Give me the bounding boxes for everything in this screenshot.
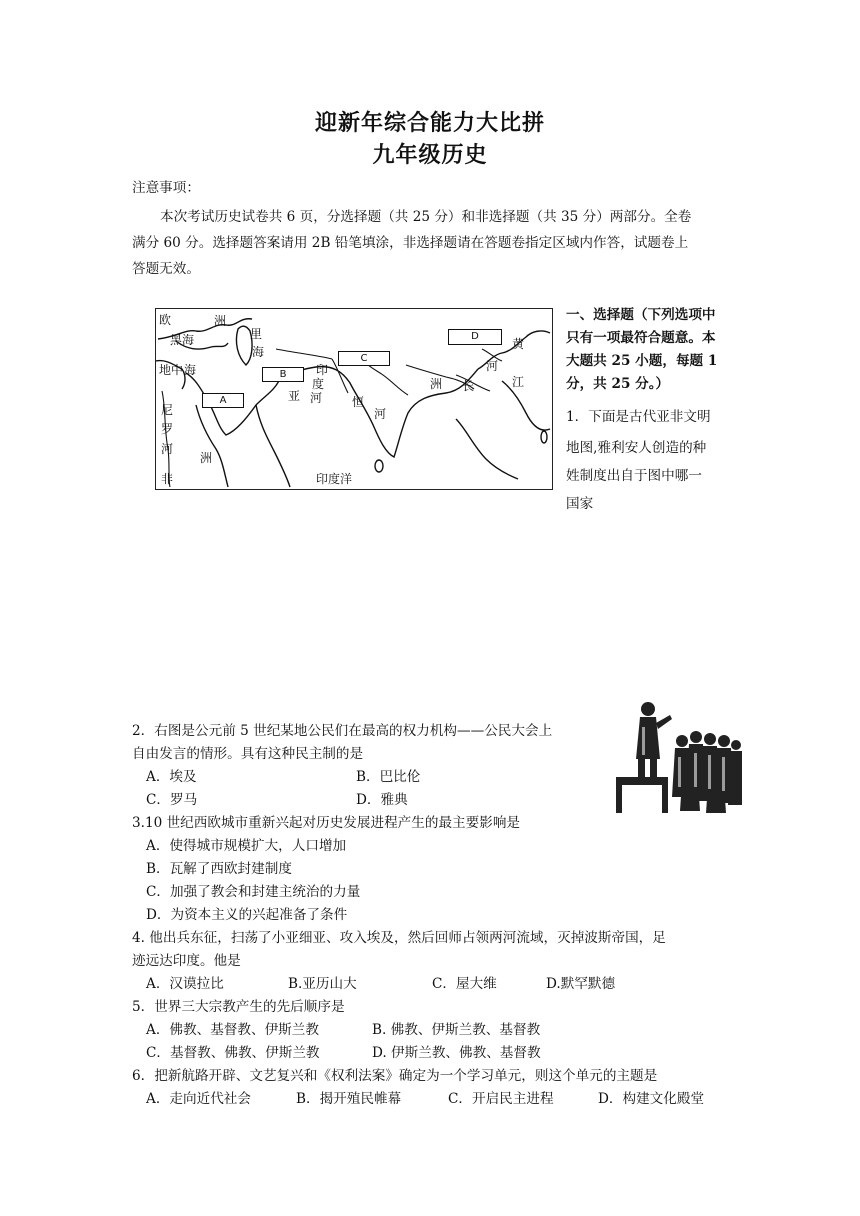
q4-option-c: C．屋大维 <box>432 976 497 992</box>
map-label-nile-3: 河 <box>161 442 174 456</box>
section1-heading-4: 分，共 25 分。） <box>566 376 670 392</box>
assembly-drawing <box>612 697 742 814</box>
map-label-caspian-1: 里 <box>250 327 263 341</box>
map-label-nile-1: 尼 <box>161 403 174 417</box>
page-title: 迎新年综合能力大比拼 <box>314 111 545 136</box>
q6-option-c: C．开启民主进程 <box>448 1091 554 1107</box>
map-label-africa-1: 非 <box>161 472 174 486</box>
map-label-ganges-2: 河 <box>374 407 387 421</box>
q3-option-a: A．使得城市规模扩大，人口增加 <box>146 838 347 854</box>
page-subtitle: 九年级历史 <box>372 143 488 168</box>
map-box-b: B <box>262 367 304 382</box>
map-label-yangtze-1: 江 <box>512 375 525 389</box>
section1-heading-3: 大题共 25 小题，每题 1 <box>566 353 718 369</box>
notice-line-3: 答题无效。 <box>132 261 200 277</box>
map-label-indian-ocean: 印度洋 <box>316 472 353 486</box>
q2-option-c: C．罗马 <box>146 792 198 808</box>
q2-option-b: B．巴比伦 <box>356 769 421 785</box>
map-label-europe-2: 洲 <box>214 314 227 328</box>
map-label-mediterranean-2: 海 <box>184 363 197 377</box>
q5-option-c: C．基督教、佛教、伊斯兰教 <box>146 1045 320 1061</box>
q3-option-b: B．瓦解了西欧封建制度 <box>146 861 292 877</box>
map-label-caspian-2: 海 <box>252 345 265 359</box>
map-label-yellow-2: 河 <box>486 359 499 373</box>
q6-stem: 6．把新航路开辟、文艺复兴和《权利法案》确定为一个学习单元，则这个单元的主题是 <box>132 1068 658 1084</box>
q1-line-2: 地图,雅利安人创造的种 <box>566 440 707 456</box>
q5-option-a: A．佛教、基督教、伊斯兰教 <box>146 1022 319 1038</box>
map-box-c: C <box>338 351 390 366</box>
map-label-indus-1: 印 <box>316 363 329 377</box>
map-box-a: A <box>202 393 244 408</box>
map-label-africa-2: 洲 <box>200 451 213 465</box>
q3-option-c: C．加强了教会和封建主统治的力量 <box>146 884 361 900</box>
section1-heading-2: 只有一项最符合题意。本 <box>566 330 716 346</box>
q2-stem-1: 2．右图是公元前 5 世纪某地公民们在最高的权力机构——公民大会上 <box>132 723 553 739</box>
map-label-mediterranean-1: 地中 <box>159 363 184 377</box>
notice-heading: 注意事项： <box>132 180 200 196</box>
q3-stem: 3.10 世纪西欧城市重新兴起对历史发展进程产生的最主要影响是 <box>132 815 521 831</box>
athenian-assembly-illustration <box>612 697 742 814</box>
q4-stem-1: 4. 他出兵东征，扫荡了小亚细亚、攻入埃及，然后回师占领两河流域，灭掉波斯帝国，足 <box>132 930 666 946</box>
map-label-yangtze-2: 长 <box>462 379 475 393</box>
q4-stem-2: 迹远达印度。他是 <box>132 953 241 969</box>
map-label-yellow-1: 黄 <box>512 337 525 351</box>
map-label-asia-2: 洲 <box>430 377 443 391</box>
map-label-europe-1: 欧 <box>159 313 172 327</box>
q5-stem: 5．世界三大宗教产生的先后顺序是 <box>132 999 345 1015</box>
map-label-indus-2: 度 <box>312 377 325 391</box>
map-label-nile-2: 罗 <box>161 422 174 436</box>
notice-line-2: 满分 60 分。选择题答案请用 2B 铅笔填涂，非选择题请在答题卷指定区域内作答，试题卷上 <box>132 235 689 251</box>
q1-line-1: 1．下面是古代亚非文明 <box>566 409 711 425</box>
map-label-indus-3: 河 <box>310 391 323 405</box>
q4-option-b: B.亚历山大 <box>288 976 357 992</box>
q5-option-b: B. 佛教、伊斯兰教、基督教 <box>372 1022 541 1038</box>
q5-option-d: D. 伊斯兰教、佛教、基督教 <box>372 1045 541 1061</box>
q1-line-3: 姓制度出自于图中哪一 <box>566 468 702 484</box>
map-label-black-sea: 黑海 <box>170 333 195 347</box>
q4-option-d: D.默罕默德 <box>546 976 616 992</box>
q1-line-4: 国家 <box>566 496 594 512</box>
q6-option-b: B．揭开殖民帷幕 <box>296 1091 402 1107</box>
q6-option-a: A．走向近代社会 <box>146 1091 251 1107</box>
map-box-d: D <box>448 329 502 345</box>
q3-option-d: D．为资本主义的兴起准备了条件 <box>146 907 348 923</box>
q6-option-d: D．构建文化殿堂 <box>598 1091 705 1107</box>
ancient-civilizations-map <box>155 308 553 490</box>
q4-option-a: A．汉谟拉比 <box>146 976 224 992</box>
map-label-asia: 亚 <box>288 389 301 403</box>
q2-stem-2: 自由发言的情形。具有这种民主制的是 <box>132 746 364 762</box>
map-label-ganges-1: 恒 <box>352 395 365 409</box>
q2-option-d: D．雅典 <box>356 792 408 808</box>
section1-heading-1: 一、选择题（下列选项中 <box>566 307 716 323</box>
notice-line-1: 本次考试历史试卷共 6 页，分选择题（共 25 分）和非选择题（共 35 分）两部分。全卷 <box>160 209 692 225</box>
q2-option-a: A．埃及 <box>146 769 197 785</box>
